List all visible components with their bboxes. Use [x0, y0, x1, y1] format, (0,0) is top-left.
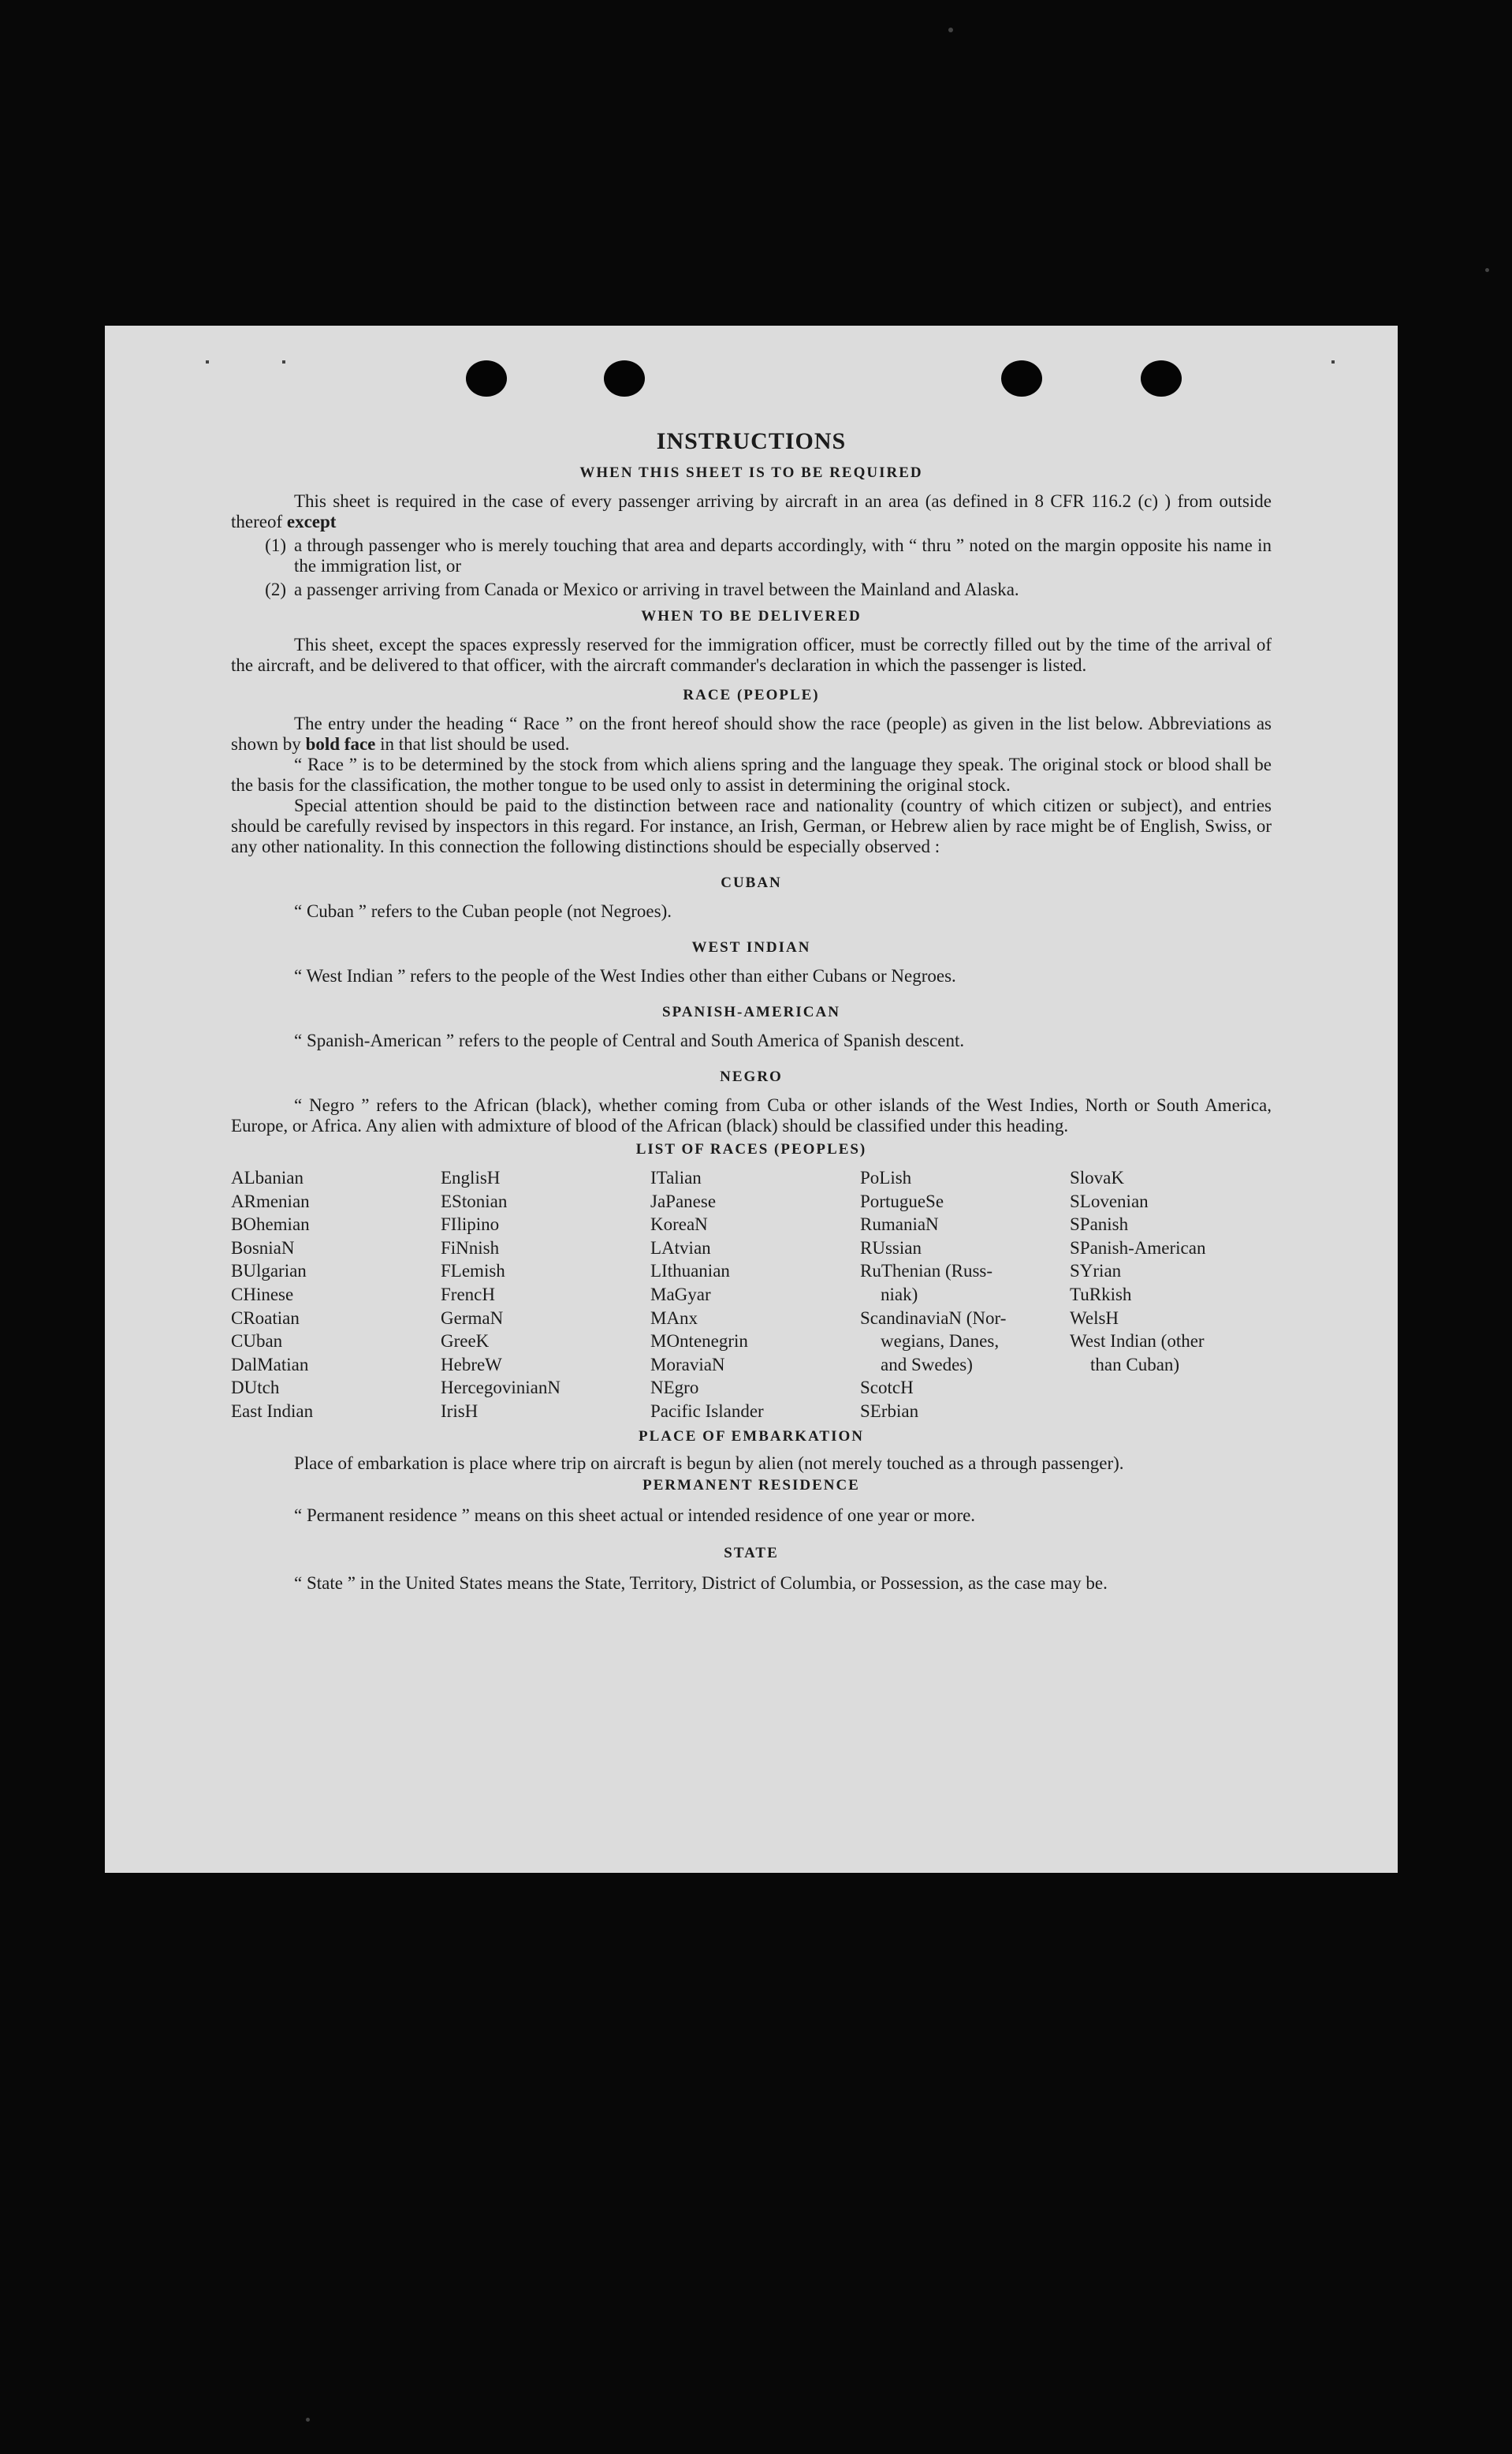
races-list: [231, 1166, 1272, 1423]
race-entry: RuThenian (Russ-: [860, 1261, 993, 1281]
race-entry: MoraviaN: [650, 1354, 725, 1374]
race-entry: FIlipino: [441, 1214, 500, 1235]
section-heading-when-delivered: WHEN TO BE DELIVERED: [641, 608, 862, 625]
race-entry: wegians, Danes,: [881, 1331, 1000, 1352]
race-entry: HercegovinianN: [441, 1378, 560, 1398]
page-title: INSTRUCTIONS: [656, 428, 847, 454]
intro-paragraph: This sheet is required in the case of every passenger arriving by aircraft in an area (as defined in 8 CFR 116.2 (c) ) from outside thereof except: [231, 491, 1272, 531]
exception-item: (1) a through passenger who is merely touching that area and departs accordingly, with “ thru ” noted on the margin opposite his name in the immigration list, or: [265, 535, 1272, 576]
race-entry: FLemish: [441, 1261, 505, 1281]
race-entry: ITalian: [650, 1168, 702, 1188]
race-entry: CRoatian: [231, 1307, 300, 1328]
instruction-sheet: [105, 326, 1398, 1873]
margin-mark: [282, 360, 285, 364]
race-paragraph-1: The entry under the heading “ Race ” on the front hereof should show the race (people) as given in the list below. Abbreviations as shown by bold face in that list should be used.: [231, 714, 1272, 754]
race-entry: SLovenian: [1070, 1191, 1149, 1211]
race-entry: than Cuban): [1090, 1354, 1180, 1374]
race-entry: FrencH: [441, 1284, 495, 1304]
race-entry: BUlgarian: [231, 1261, 307, 1281]
section-heading-state: STATE: [724, 1544, 779, 1561]
race-entry: EnglisH: [441, 1168, 501, 1188]
margin-mark: [1331, 360, 1335, 364]
background-speck: [306, 2418, 310, 2422]
race-entry: ScandinaviaN (Nor-: [860, 1307, 1007, 1328]
races-column-4: [860, 1166, 1062, 1423]
races-column-2: [441, 1166, 642, 1423]
spanish-american-paragraph: “ Spanish-American ” refers to the people of Central and South America of Spanish descent.: [294, 1031, 965, 1050]
race-entry: GermaN: [441, 1307, 504, 1328]
race-entry: SYrian: [1070, 1261, 1122, 1281]
race-entry: GreeK: [441, 1331, 490, 1352]
race-entry: MAnx: [650, 1307, 698, 1328]
race-paragraph-2: “ Race ” is to be determined by the stock from which aliens spring and the language they speak. The original stock or blood shall be the basis for the classification, the mother tongue to be used only to assist in determining the original stock.: [231, 755, 1272, 795]
section-heading-race: RACE (PEOPLE): [683, 687, 820, 703]
race-entry: RumaniaN: [860, 1214, 939, 1235]
race-entry: PoLish: [860, 1168, 912, 1188]
race-entry: West Indian (other: [1070, 1331, 1205, 1352]
section-heading-embarkation: PLACE OF EMBARKATION: [639, 1427, 864, 1445]
punch-hole: [604, 360, 645, 397]
race-entry: DUtch: [231, 1378, 280, 1398]
race-entry: CHinese: [231, 1284, 294, 1304]
race-entry: PortugueSe: [860, 1191, 944, 1211]
section-heading-negro: NEGRO: [720, 1068, 783, 1085]
race-entry: niak): [881, 1284, 918, 1304]
race-entry: IrisH: [441, 1400, 479, 1421]
race-entry: ARmenian: [231, 1191, 310, 1211]
races-column-3: [650, 1166, 852, 1423]
races-column-1: [231, 1166, 433, 1423]
race-entry: BOhemian: [231, 1214, 310, 1235]
race-entry: and Swedes): [881, 1354, 973, 1374]
negro-paragraph: “ Negro ” refers to the African (black), whether coming from Cuba or other islands of the West Indies, North or South America, Europe, or Africa. Any alien with admixture of blood of the African (black) should be classified under this heading.: [231, 1095, 1272, 1136]
race-entry: MaGyar: [650, 1284, 711, 1304]
state-paragraph: “ State ” in the United States means the State, Territory, District of Columbia, or Possession, as the case may be.: [294, 1572, 1108, 1593]
section-heading-cuban: CUBAN: [721, 875, 782, 891]
race-entry: LIthuanian: [650, 1261, 730, 1281]
race-entry: SlovaK: [1070, 1168, 1124, 1188]
section-heading-west-indian: WEST INDIAN: [691, 939, 811, 956]
race-entry: DalMatian: [231, 1354, 309, 1374]
margin-mark: [206, 360, 209, 364]
race-entry: SErbian: [860, 1400, 919, 1421]
punch-hole: [1141, 360, 1182, 397]
race-entry: BosniaN: [231, 1237, 295, 1258]
race-entry: LAtvian: [650, 1237, 711, 1258]
race-paragraph-3: Special attention should be paid to the distinction between race and nationality (country of which citizen or subject), and entries should be carefully revised by inspectors in this regard. For instance, an Irish, German, or Hebrew alien by race might be of English, Swiss, or any other nationality. In this connection the following distinctions should be especially observed :: [231, 796, 1272, 856]
race-entry: KoreaN: [650, 1214, 708, 1235]
races-column-5: [1070, 1166, 1272, 1423]
race-entry: HebreW: [441, 1354, 502, 1374]
section-heading-list-of-races: LIST OF RACES (PEOPLES): [635, 1141, 867, 1158]
delivery-paragraph: This sheet, except the spaces expressly reserved for the immigration officer, must be correctly filled out by the time of the arrival of the aircraft, and be delivered to that officer, with the aircraft commander's declaration in which the passenger is listed.: [231, 635, 1272, 675]
race-entry: East Indian: [231, 1400, 314, 1421]
race-entry: CUban: [231, 1331, 283, 1352]
residence-paragraph: “ Permanent residence ” means on this sheet actual or intended residence of one year or more.: [294, 1505, 976, 1525]
background-speck: [948, 28, 953, 32]
punch-hole: [1001, 360, 1042, 397]
section-heading-residence: PERMANENT RESIDENCE: [642, 1476, 860, 1494]
background-speck: [1485, 268, 1489, 272]
cuban-paragraph: “ Cuban ” refers to the Cuban people (not Negroes).: [294, 901, 672, 921]
exception-item: (2) a passenger arriving from Canada or Mexico or arriving in travel between the Mainland and Alaska.: [265, 580, 1019, 599]
race-entry: Pacific Islander: [650, 1400, 764, 1421]
race-entry: SPanish: [1070, 1214, 1129, 1235]
punch-hole: [466, 360, 507, 397]
race-entry: JaPanese: [650, 1191, 717, 1211]
embarkation-paragraph: Place of embarkation is place where trip on aircraft is begun by alien (not merely touched as a through passenger).: [294, 1453, 1124, 1473]
race-entry: EStonian: [441, 1191, 508, 1211]
race-entry: ALbanian: [231, 1168, 304, 1188]
section-heading-when-required: WHEN THIS SHEET IS TO BE REQUIRED: [579, 464, 923, 481]
race-entry: NEgro: [650, 1378, 699, 1398]
race-entry: RUssian: [860, 1237, 922, 1258]
west-indian-paragraph: “ West Indian ” refers to the people of the West Indies other than either Cubans or Negroes.: [294, 966, 956, 986]
race-entry: TuRkish: [1070, 1284, 1132, 1304]
race-entry: SPanish-American: [1070, 1237, 1206, 1258]
race-entry: MOntenegrin: [650, 1331, 748, 1352]
race-entry: FiNnish: [441, 1237, 500, 1258]
race-entry: WelsH: [1070, 1307, 1119, 1328]
section-heading-spanish-american: SPANISH-AMERICAN: [662, 1004, 840, 1020]
race-entry: ScotcH: [860, 1378, 914, 1398]
